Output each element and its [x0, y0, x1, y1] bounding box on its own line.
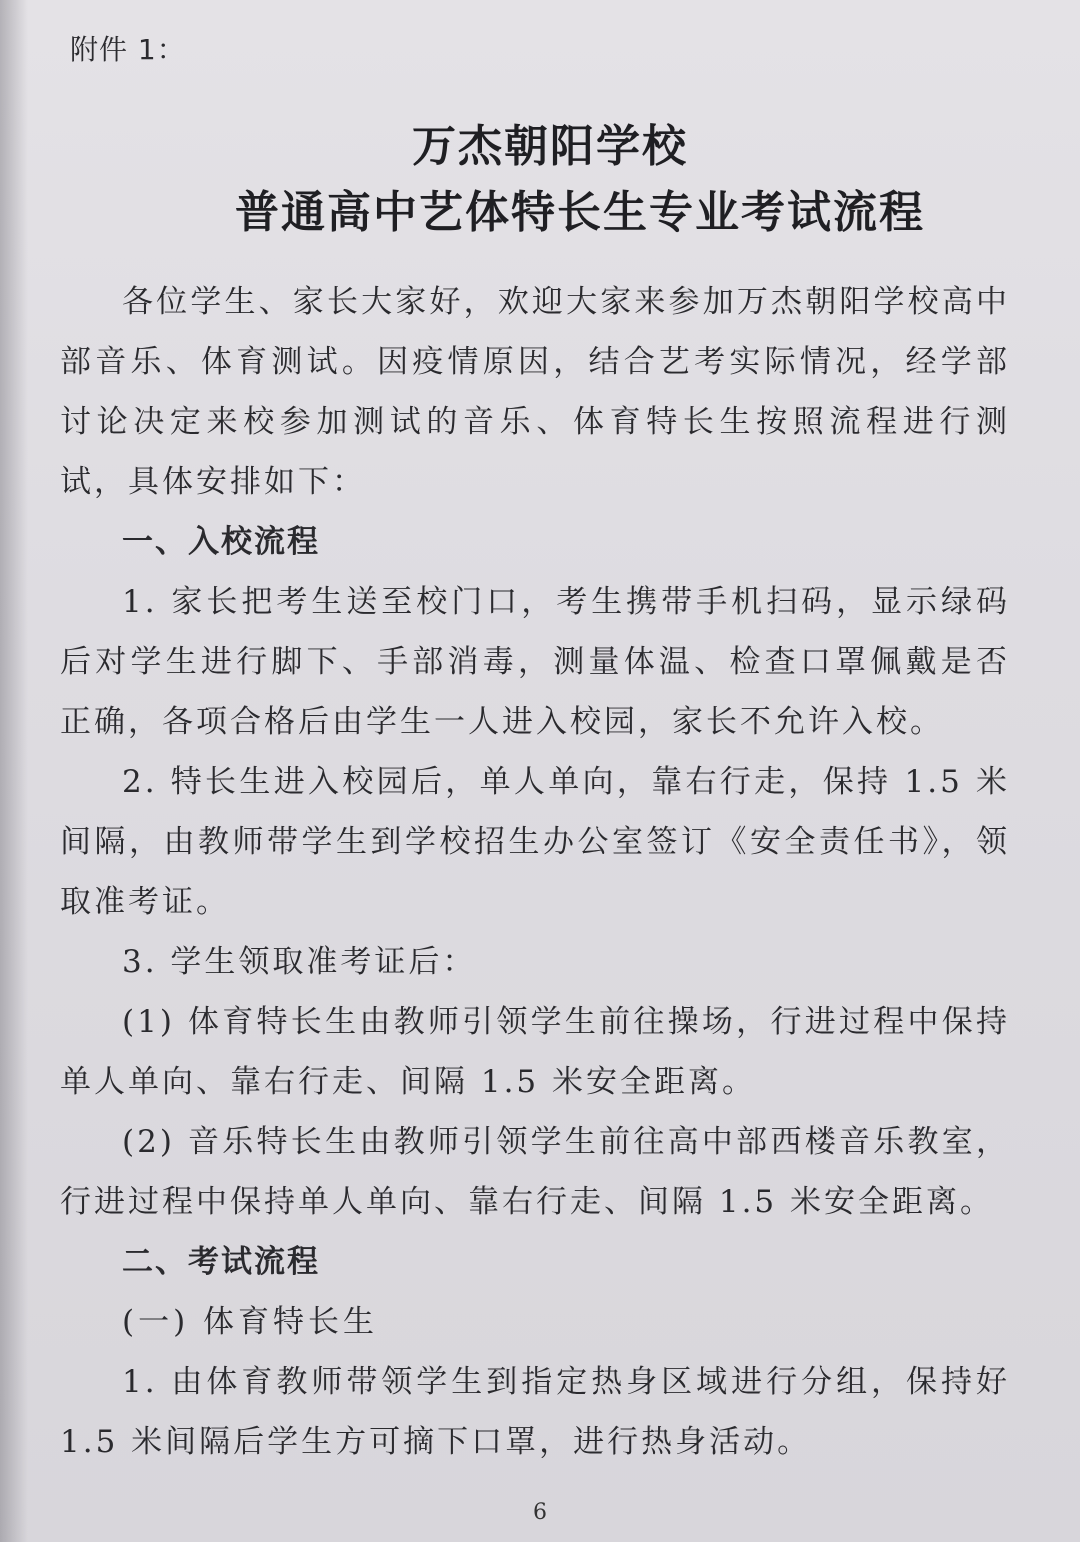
entry-item-2: 2. 特长生进入校园后，单人单向，靠右行走，保持 1.5 米间隔，由教师带学生到学校招生办公室签订《安全责任书》，领取准考证。 [60, 764, 1010, 920]
intro-paragraph: 各位学生、家长大家好，欢迎大家来参加万杰朝阳学校高中部音乐、体育测试。因疫情原因，结合艺考实际情况，经学部讨论决定来校参加测试的音乐、体育特长生按照流程进行测试，具体安排如下： [60, 284, 1010, 500]
exam-item-1: 1. 由体育教师带领学生到指定热身区域进行分组，保持好 1.5 米间隔后学生方可摘下口罩，进行热身活动。 [60, 1364, 1010, 1460]
entry-item-3: 3. 学生领取准考证后： [122, 944, 477, 980]
document-title-school: 万杰朝阳学校 [412, 121, 688, 172]
attachment-label: 附件 1： [70, 33, 186, 66]
entry-item-3-1: (1) 体育特长生由教师引领学生前往操场，行进过程中保持单人单向、靠右行走、间隔 1.5 米安全距离。 [60, 1004, 1010, 1100]
subsection-heading-sports: (一) 体育特长生 [122, 1304, 379, 1340]
document-body [60, 272, 1010, 1472]
entry-item-1: 1. 家长把考生送至校门口，考生携带手机扫码，显示绿码后对学生进行脚下、手部消毒，测量体温、检查口罩佩戴是否正确，各项合格后由学生一人进入校园，家长不允许入校。 [60, 584, 1010, 740]
section-heading-exam: 二、考试流程 [122, 1244, 320, 1280]
entry-item-3-2: (2) 音乐特长生由教师引领学生前往高中部西楼音乐教室，行进过程中保持单人单向、靠右行走、间隔 1.5 米安全距离。 [60, 1124, 1010, 1220]
page-number: 6 [533, 1500, 547, 1525]
section-heading-entry: 一、入校流程 [122, 524, 320, 560]
document-title-main: 普通高中艺体特长生专业考试流程 [235, 187, 925, 238]
